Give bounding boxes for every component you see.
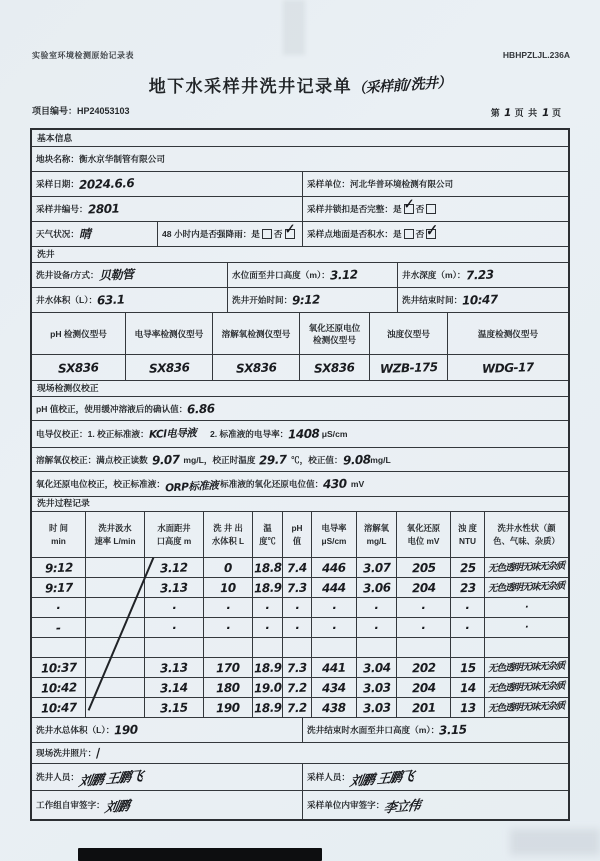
- process-cell: 7.4: [282, 558, 311, 577]
- do-cal-label3: ℃，校正值：: [291, 454, 343, 465]
- process-cell: 3.14: [144, 678, 203, 697]
- process-cell: 13: [450, 698, 484, 717]
- end-level-value: 3.15: [439, 722, 468, 738]
- process-cell: ·: [356, 618, 396, 637]
- ponding-cell: [302, 222, 568, 246]
- scan-artifact-black-bar: [78, 848, 322, 861]
- process-cell: 3.06: [356, 578, 396, 597]
- instrument-header: 电导率检测仪型号: [125, 313, 212, 354]
- well-number-value: 2801: [87, 201, 120, 217]
- wash-end-value: 10:47: [461, 292, 499, 308]
- process-cell: ·: [252, 598, 282, 617]
- section-calibration: 现场检测仪校正: [37, 383, 99, 393]
- process-cell: 441: [311, 658, 356, 677]
- process-cell: [203, 638, 252, 657]
- col-header-out-volume: 洗 井 出 水体积 L: [203, 512, 252, 557]
- cond-standard-value: 1408: [288, 426, 320, 442]
- rain-48h-cell: [157, 222, 302, 246]
- do-unit: mg/L: [370, 454, 391, 465]
- washer-label: 洗井人员：: [36, 772, 79, 782]
- total-volume-label: 洗井水总体积（L）：: [36, 725, 115, 735]
- do-cal-label2: mg/L，校正时温度: [183, 454, 256, 465]
- cond-standard-solution-value: KCl电导液: [148, 426, 197, 441]
- ph-calibration-label: pH 值校正，使用缓冲溶液后的确认值：: [36, 403, 188, 414]
- col-header-water-depth: 水面距井 口高度 m: [144, 512, 203, 557]
- rain-no-checkmark: ✓: [282, 221, 295, 237]
- process-cell: 无色透明无味无杂质: [484, 658, 568, 677]
- process-cell: [85, 658, 144, 677]
- review-signature: 李立伟: [382, 797, 422, 817]
- instrument-header: 氧化还原电位 检测仪型号: [299, 313, 369, 354]
- process-cell: 3.15: [144, 698, 203, 717]
- process-cell: [484, 638, 568, 657]
- well-number-cell: [32, 197, 302, 221]
- well-depth-label: 井水深度（m）：: [402, 270, 466, 280]
- rain-yes-checkbox: [262, 229, 272, 239]
- page-mid: 页 共: [514, 108, 539, 118]
- well-volume-label: 井水体积（L）：: [36, 295, 98, 305]
- process-cell: 3.03: [356, 678, 396, 697]
- instrument-header: 温度检测仪型号: [447, 313, 568, 354]
- lock-yes-text: 是: [392, 204, 402, 214]
- process-cell: 9:12: [44, 560, 73, 575]
- process-cell: 446: [311, 558, 356, 577]
- cond-cal-label2: 2. 标准液的电导率：: [209, 429, 289, 439]
- process-cell: 10:47: [40, 699, 77, 716]
- col-header-conductivity: 电导率 μS/cm: [311, 512, 356, 557]
- orp-calibration-row: [32, 472, 568, 496]
- orp-cal-label2: 标准液的氧化还原电位值：: [220, 479, 324, 489]
- sampler-signature: 刘鹏 王鹏飞: [348, 768, 415, 790]
- process-cell: 190: [203, 698, 252, 717]
- washer-signature: 刘鹏 王鹏飞: [77, 768, 144, 790]
- sample-org-cell: 采样单位：河北华普环境检测有限公司: [302, 172, 568, 196]
- wash-device-cell: [32, 263, 227, 287]
- water-level-label: 水位面至井口高度（m）：: [232, 270, 330, 280]
- process-cell: 201: [396, 698, 450, 717]
- page-prefix: 第: [490, 108, 501, 118]
- selfcheck-label: 工作组自审签字：: [36, 800, 105, 810]
- lock-intact-cell: [302, 197, 568, 221]
- process-cell: 180: [203, 678, 252, 697]
- process-cell: 7.3: [282, 658, 311, 677]
- ph-calibration-row: [32, 397, 568, 420]
- rain-no-checkbox: [282, 221, 295, 239]
- do-cal-value: 9.08: [342, 452, 371, 467]
- process-cell: 无色透明无味无杂质: [484, 558, 568, 577]
- total-volume-value: 190: [114, 722, 139, 738]
- wash-device-label: 洗井设备/方式：: [36, 270, 99, 280]
- process-cell: 3.13: [144, 658, 203, 677]
- process-cell: ·: [450, 598, 484, 617]
- process-cell: ·: [396, 618, 450, 637]
- process-cell: 14: [450, 678, 484, 697]
- process-cell: [252, 638, 282, 657]
- process-cell: 23: [450, 578, 484, 597]
- process-cell: [85, 698, 144, 717]
- process-cell: [144, 638, 203, 657]
- site-name-row: [32, 147, 568, 171]
- process-cell: 204: [396, 678, 450, 697]
- process-cell: [311, 638, 356, 657]
- top-bar: [32, 50, 570, 61]
- lock-yes-checkmark: ✓: [401, 196, 414, 212]
- conductivity-calibration-row: [32, 421, 568, 447]
- instrument-model: WZB-175: [369, 355, 447, 380]
- photo-label: 现场洗井照片：: [36, 748, 97, 758]
- review-cell: [302, 791, 568, 819]
- page-total-handwritten: 1: [541, 106, 549, 120]
- process-cell: ·: [484, 598, 568, 617]
- process-cell: ·: [484, 618, 568, 637]
- process-cell: 10:37: [40, 659, 77, 676]
- process-cell: ·: [282, 598, 311, 617]
- col-header-turbidity: 浊 度 NTU: [450, 512, 484, 557]
- wash-start-label: 洗井开始时间：: [232, 295, 293, 305]
- weather-value: 晴: [78, 226, 91, 242]
- record-form-table: [30, 128, 570, 821]
- project-number: 项目编号：HP24053103: [32, 106, 130, 116]
- instrument-model: WDG-17: [447, 355, 568, 380]
- process-cell: ·: [311, 598, 356, 617]
- lock-yes-checkbox: [401, 196, 414, 214]
- process-cell: ·: [56, 600, 61, 615]
- process-cell: [85, 618, 144, 637]
- document-code: HBHPZLJL.236A: [502, 50, 570, 60]
- rain-no-text: 否: [273, 229, 283, 239]
- weather-cell: [32, 222, 157, 246]
- process-cell: ·: [203, 618, 252, 637]
- process-cell: 25: [450, 558, 484, 577]
- rain-48h-label: 48 小时内是否强降雨：: [162, 229, 252, 239]
- col-header-ph: pH 值: [282, 512, 311, 557]
- process-cell: 205: [396, 558, 450, 577]
- process-cell: 10:42: [40, 679, 77, 696]
- water-level-value: 3.12: [329, 267, 358, 283]
- sample-date-value: 2024.6.6: [78, 176, 135, 192]
- sampler-label: 采样人员：: [307, 772, 350, 782]
- ph-calibration-value: 6.86: [187, 401, 216, 416]
- orp-value: 430: [323, 476, 348, 492]
- process-cell: 438: [311, 698, 356, 717]
- instrument-header: 浊度仪型号: [369, 313, 447, 354]
- instrument-header: 溶解氧检测仪型号: [212, 313, 299, 354]
- wash-start-cell: [227, 288, 397, 312]
- ponding-no-text: 否: [415, 229, 425, 239]
- process-cell: [396, 638, 450, 657]
- process-cell: [356, 638, 396, 657]
- process-cell: 无色透明无味无杂质: [484, 678, 568, 697]
- document-type-label: 实验室环境检测原始记录表: [32, 51, 134, 60]
- orp-cal-label1: 氧化还原电位校正，校正标准液：: [36, 479, 165, 489]
- process-cell: 7.2: [282, 678, 311, 697]
- total-volume-cell: [32, 718, 302, 742]
- process-table-row: [32, 617, 568, 637]
- well-volume-cell: [32, 288, 227, 312]
- sample-date-cell: [32, 172, 302, 196]
- instrument-model: SX836: [299, 355, 369, 380]
- process-cell: 3.04: [356, 658, 396, 677]
- process-cell: ·: [450, 618, 484, 637]
- do-reading-value: 9.07: [151, 452, 180, 467]
- instrument-value-row: [32, 354, 568, 380]
- do-cal-label1: 溶解氧仪校正：满点校正读数: [36, 454, 148, 465]
- process-cell: [85, 558, 144, 577]
- process-cell: 18.8: [252, 558, 282, 577]
- process-table-header: [32, 511, 568, 557]
- page-num-handwritten: 1: [504, 106, 512, 120]
- sampler-cell: [302, 764, 568, 790]
- process-table-row: [32, 697, 568, 717]
- process-cell: 3.13: [144, 578, 203, 597]
- lock-no-checkbox: [426, 204, 436, 214]
- lock-no-text: 否: [415, 204, 425, 214]
- process-cell: ·: [144, 598, 203, 617]
- process-cell: -: [56, 620, 61, 635]
- page-number: [491, 106, 562, 119]
- process-table-row: [32, 577, 568, 597]
- instrument-model: SX836: [212, 355, 299, 380]
- process-cell: ·: [252, 618, 282, 637]
- section-basic-info: 基本信息: [37, 133, 73, 143]
- process-cell: 3.12: [144, 558, 203, 577]
- col-header-orp: 氧化还原 电位 mV: [396, 512, 450, 557]
- process-cell: ·: [203, 598, 252, 617]
- form-title-line: [0, 72, 600, 97]
- process-cell: 434: [311, 678, 356, 697]
- process-cell: [32, 638, 85, 657]
- ponding-yes-checkbox: [404, 229, 414, 239]
- sample-date-label: 采样日期：: [36, 179, 79, 189]
- review-label: 采样单位内审签字：: [307, 800, 385, 810]
- end-level-cell: [302, 718, 568, 742]
- col-header-water-character: 洗井水性状（颜 色、气味、杂质）: [484, 512, 568, 557]
- weather-label: 天气状况：: [36, 229, 79, 239]
- do-temp-value: 29.7: [259, 452, 288, 467]
- cond-unit: μS/cm: [321, 429, 348, 439]
- process-cell: [450, 638, 484, 657]
- process-table-row: [32, 557, 568, 577]
- process-cell: ·: [282, 618, 311, 637]
- process-cell: 3.03: [356, 698, 396, 717]
- well-volume-value: 63.1: [96, 292, 125, 308]
- process-cell: ·: [356, 598, 396, 617]
- selfcheck-signature: 刘鹏: [103, 798, 130, 816]
- end-level-label: 洗井结束时水面至井口高度（m）：: [307, 725, 440, 735]
- process-cell: [282, 638, 311, 657]
- section-washing: 洗井: [37, 249, 55, 259]
- cond-cal-label1: 电导仪校正：1. 校正标准液：: [36, 429, 149, 439]
- washer-cell: [32, 764, 302, 790]
- instrument-header: pH 检测仪型号: [50, 328, 107, 339]
- instrument-header-row: [32, 312, 568, 354]
- process-cell: 无色透明无味无杂质: [484, 578, 568, 597]
- form-title: 地下水采样井洗井记录单: [148, 77, 353, 96]
- site-name-label: 地块名称：: [36, 154, 79, 164]
- lock-intact-label: 采样井锁扣是否完整：: [307, 204, 393, 214]
- process-cell: 7.2: [282, 698, 311, 717]
- process-cell: 3.07: [356, 558, 396, 577]
- process-cell: 202: [396, 658, 450, 677]
- process-cell: 18.9: [252, 578, 282, 597]
- col-header-time: 时 间 min: [49, 523, 68, 546]
- process-cell: 18.9: [252, 698, 282, 717]
- process-table-row: [32, 657, 568, 677]
- instrument-model: SX836: [125, 355, 212, 380]
- process-cell: 9:17: [44, 580, 73, 595]
- process-table-row: [32, 677, 568, 697]
- wash-start-value: 9:12: [291, 292, 321, 308]
- col-header-temperature: 温 度℃: [252, 512, 282, 557]
- process-table-row: [32, 597, 568, 617]
- page-suffix: 页: [551, 108, 562, 118]
- process-cell: [85, 578, 144, 597]
- process-cell: 无色透明无味无杂质: [484, 698, 568, 717]
- wash-end-cell: [397, 288, 568, 312]
- orp-unit: mV: [350, 479, 365, 489]
- col-header-pump-rate: 洗井汲水 速率 L/min: [85, 512, 144, 557]
- process-cell: 19.0: [252, 678, 282, 697]
- rain-yes-text: 是: [251, 229, 260, 239]
- process-cell: ·: [396, 598, 450, 617]
- ponding-yes-text: 是: [392, 229, 402, 239]
- process-cell: 7.3: [282, 578, 311, 597]
- process-cell: 15: [450, 658, 484, 677]
- orp-standard-solution-value: ORP标准液: [164, 479, 219, 495]
- site-name-value: 衡水京华制管有限公司: [78, 154, 165, 164]
- instrument-model: SX836: [58, 359, 99, 376]
- process-cell: ·: [144, 618, 203, 637]
- photo-cell: [32, 743, 568, 763]
- well-number-label: 采样井编号：: [36, 204, 88, 214]
- photo-slash-value: /: [94, 745, 102, 761]
- ponding-no-checkbox: [423, 221, 439, 239]
- wash-device-value: 贝勒管: [98, 267, 134, 283]
- process-cell: 18.9: [252, 658, 282, 677]
- water-level-cell: [227, 263, 397, 287]
- well-depth-cell: [397, 263, 568, 287]
- process-cell: 444: [311, 578, 356, 597]
- process-table-body: [32, 557, 568, 717]
- ponding-no-checkmark: ✓: [423, 221, 439, 239]
- selfcheck-cell: [32, 791, 302, 819]
- process-cell: ·: [311, 618, 356, 637]
- section-process-record: 洗井过程记录: [37, 498, 90, 508]
- process-cell: 170: [203, 658, 252, 677]
- process-cell: 10: [203, 578, 252, 597]
- col-header-dissolved-oxygen: 溶解氧 mg/L: [356, 512, 396, 557]
- scan-artifact-smudge: [510, 829, 600, 855]
- title-handwritten-note: （采样前/洗井）: [351, 74, 452, 98]
- dissolved-oxygen-calibration-row: [32, 448, 568, 471]
- well-depth-value: 7.23: [465, 267, 494, 283]
- process-cell: 204: [396, 578, 450, 597]
- wash-end-label: 洗井结束时间：: [402, 295, 463, 305]
- process-cell: 0: [203, 558, 252, 577]
- ponding-label: 采样点地面是否积水：: [307, 229, 393, 239]
